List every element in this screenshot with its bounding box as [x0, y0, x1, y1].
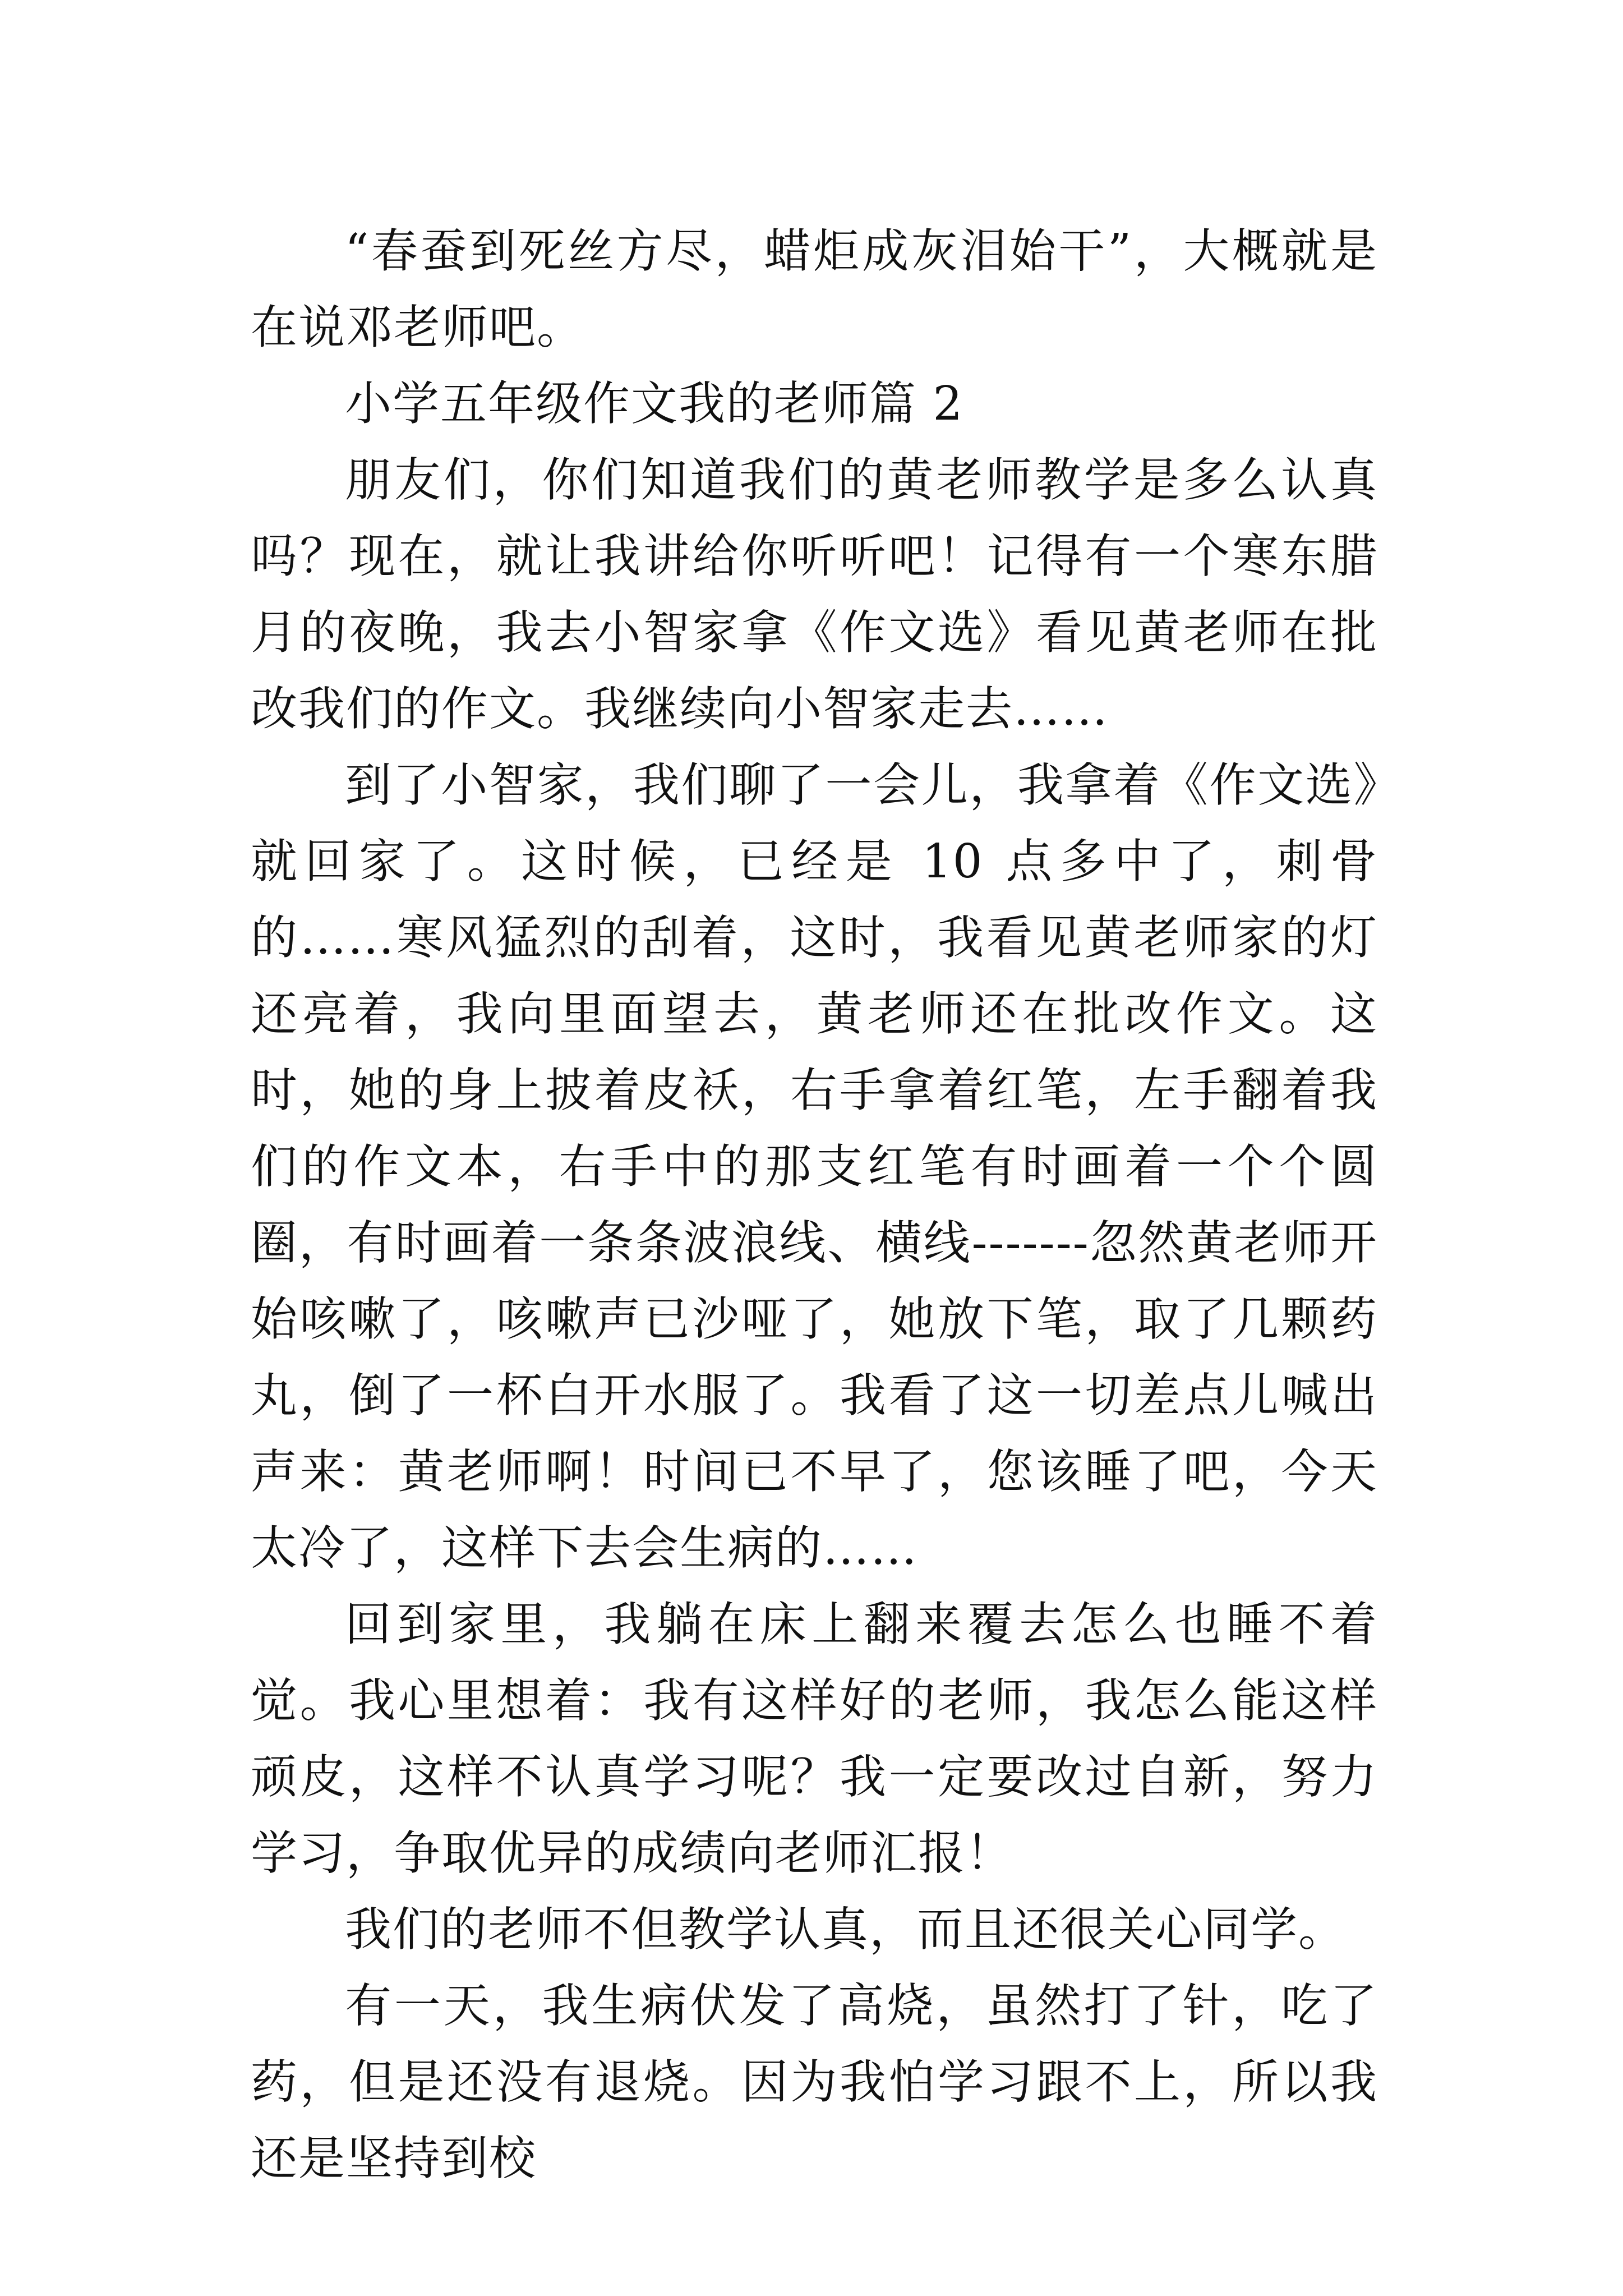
paragraph-4: 回到家里，我躺在床上翻来覆去怎么也睡不着觉。我心里想着：我有这样好的老师，我怎么能这样顽皮，这样不认真学习呢？我一定要改过自新，努力学习，争取优异的成绩向老师汇报！ [251, 1597, 1378, 1880]
paragraph-3: 到了小智家，我们聊了一会儿，我拿着《作文选》就回家了。这时候，已经是 10 点多中了，刺骨的……寒风猛烈的刮着，这时，我看见黄老师家的灯还亮着，我向里面望去，黄老师还在批改作文。这时，她的身上披着皮袄，右手拿着红笔，左手翻着我们的作文本，右手中的那支红笔有时画着一个个圆圈，有时画着一条条波浪线、横线-------忽然黄老师开始咳嗽了，咳嗽声已沙哑了，她放下笔，取了几颗药丸，倒了一杯白开水服了。我看了这一切差点儿喊出声来：黄老师啊！时间已不早了，您该睡了吧，今天太冷了，这样下去会生病的…… [251, 758, 1378, 1575]
paragraph-2: 朋友们，你们知道我们的黄老师教学是多么认真吗？现在，就让我讲给你听听吧！记得有一个寒东腊月的夜晚，我去小智家拿《作文选》看见黄老师在批改我们的作文。我继续向小智家走去…… [251, 453, 1378, 736]
section-heading: 小学五年级作文我的老师篇 2 [345, 376, 964, 431]
paragraph-6: 有一天，我生病伏发了高烧，虽然打了针，吃了药，但是还没有退烧。因为我怕学习跟不上，所以我还是坚持到校 [251, 1978, 1378, 2185]
document-body [251, 213, 1378, 2197]
paragraph-5: 我们的老师不但教学认真，而且还很关心同学。 [345, 1902, 1346, 1957]
paragraph-1: “春蚕到死丝方尽，蜡炬成灰泪始干”，大概就是在说邓老师吧。 [251, 224, 1378, 355]
